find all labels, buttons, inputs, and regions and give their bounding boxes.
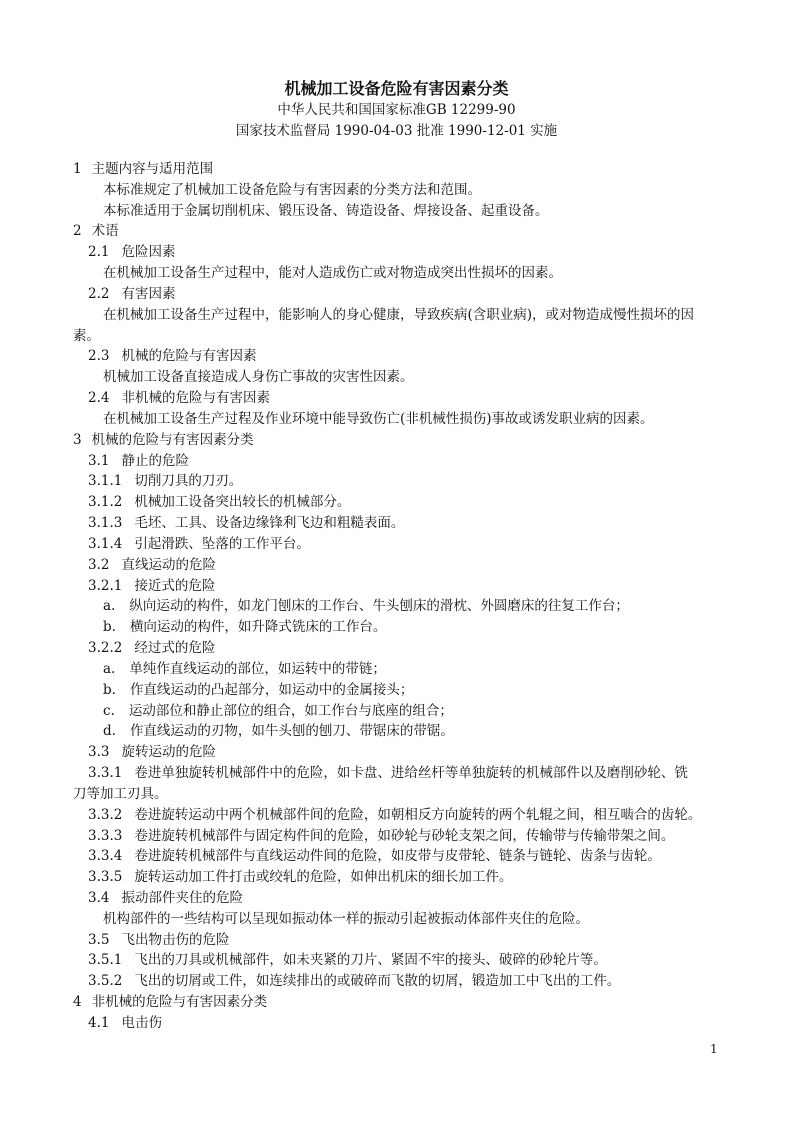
section-number: 3.1.1 — [88, 473, 123, 490]
section-number: 3.1 — [88, 452, 110, 469]
line-text: 引起滑跌、坠落的工作平台。 — [134, 535, 310, 552]
section-line — [0, 659, 793, 680]
line-text: 机构部件的一些结构可以呈现如振动体一样的振动引起被振动体部件夹住的危险。 — [103, 910, 589, 927]
section-line — [0, 680, 793, 701]
section-line — [0, 701, 793, 722]
section-line — [0, 555, 793, 576]
line-text: 本标准规定了机械加工设备危险与有害因素的分类方法和范围。 — [103, 181, 481, 198]
section-line — [0, 1013, 793, 1034]
line-text: 飞出的切屑或工件，如连续排出的或破碎而飞散的切屑，锻造加工中飞出的工件。 — [134, 973, 621, 990]
line-text: 电击伤 — [121, 1014, 162, 1031]
line-text: 卷进旋转运动中两个机械部件间的危险，如朝相反方向旋转的两个轧辊之间，相互啮合的齿轮。 — [134, 806, 702, 823]
text-line — [0, 263, 793, 284]
section-number: 3.3 — [88, 744, 110, 761]
section-number: 3.4 — [88, 889, 110, 906]
document-body — [0, 159, 793, 1034]
line-text: 在机械加工设备生产过程中，能影响人的身心健康，导致疾病(含职业病)，或对物造成慢性损坏的因 — [103, 306, 695, 323]
line-text: 术语 — [91, 223, 119, 240]
section-number: 3.3.2 — [88, 806, 123, 823]
line-text: 主题内容与适用范围 — [91, 161, 214, 177]
section-line — [0, 805, 793, 826]
section-line — [0, 242, 793, 263]
section-line — [0, 596, 793, 617]
section-number: 4.1 — [88, 1014, 110, 1031]
text-line — [0, 201, 793, 222]
section-line — [0, 430, 793, 451]
line-text: 作直线运动的凸起部分，如运动中的金属接头； — [129, 681, 414, 698]
line-text: 机械加工设备突出较长的机械部分。 — [134, 494, 351, 511]
line-text: 飞出的刀具或机械部件，如未夹紧的刀片、紧固不牢的接头、破碎的砂轮片等。 — [134, 952, 607, 969]
section-line — [0, 388, 793, 409]
section-number: 3.1.3 — [88, 515, 123, 532]
section-number: 2.1 — [88, 244, 110, 261]
text-line — [0, 367, 793, 388]
section-number: c. — [103, 702, 115, 719]
line-text: 素。 — [73, 327, 100, 344]
section-number: 3.3.1 — [88, 765, 123, 782]
section-line — [0, 888, 793, 909]
section-number: 4 — [73, 994, 82, 1011]
text-line — [0, 409, 793, 430]
section-number: 3.5 — [88, 931, 110, 948]
section-number: 3.3.5 — [88, 869, 123, 886]
line-text: 直线运动的危险 — [121, 556, 216, 573]
line-text: 卷进旋转机械部件与直线运动件间的危险，如皮带与皮带轮、链条与链轮、齿条与齿轮。 — [134, 848, 661, 865]
line-text: 作直线运动的刃物，如牛头刨的刨刀、带锯床的带锯。 — [129, 723, 454, 740]
line-text: 在机械加工设备生产过程及作业环境中能导致伤亡(非机械性损伤)事故或诱发职业病的因素。 — [103, 410, 654, 427]
section-line — [0, 284, 793, 305]
section-line — [0, 617, 793, 638]
line-text: 非机械的危险与有害因素 — [121, 390, 270, 407]
text-line — [0, 326, 793, 347]
line-text: 卷进单独旋转机械部件中的危险，如卡盘、进给丝杆等单独旋转的机械部件以及磨削砂轮、铣 — [134, 765, 688, 782]
line-text: 非机械的危险与有害因素分类 — [91, 994, 268, 1011]
section-number: 2.2 — [88, 285, 110, 302]
section-line — [0, 159, 793, 180]
section-line — [0, 971, 793, 992]
line-text: 机械的危险与有害因素 — [121, 348, 257, 365]
section-line — [0, 451, 793, 472]
section-number: a. — [103, 598, 116, 615]
section-line — [0, 346, 793, 367]
section-line — [0, 513, 793, 534]
section-number: 3.5.2 — [88, 973, 123, 990]
line-text: 飞出物击伤的危险 — [121, 931, 230, 948]
section-number: 3.2.2 — [88, 640, 123, 657]
line-text: 旋转运动的危险 — [121, 744, 216, 761]
approval-info: 国家技术监督局 1990-04-03 批准 1990-12-01 实施 — [235, 123, 558, 139]
section-line — [0, 826, 793, 847]
line-text: 危险因素 — [121, 244, 176, 261]
section-line — [0, 721, 793, 742]
line-text: 在机械加工设备生产过程中，能对人造成伤亡或对物造成突出性损坏的因素。 — [103, 265, 562, 282]
section-line — [0, 950, 793, 971]
line-text: 静止的危险 — [121, 452, 189, 469]
section-number: 3.3.4 — [88, 848, 123, 865]
section-line — [0, 221, 793, 242]
line-text: 机械加工设备直接造成人身伤亡事故的灾害性因素。 — [103, 369, 414, 386]
section-line — [0, 992, 793, 1013]
line-text: 纵向运动的构件，如龙门刨床的工作台、牛头刨床的滑枕、外圆磨床的往复工作台； — [129, 598, 629, 615]
section-number: 3.1.4 — [88, 535, 123, 552]
section-number: 2.4 — [88, 390, 110, 407]
section-line — [0, 638, 793, 659]
document-title: 机械加工设备危险有害因素分类 — [284, 79, 509, 98]
section-number: 3.1.2 — [88, 494, 123, 511]
line-text: 单纯作直线运动的部位，如运转中的带链； — [129, 660, 386, 677]
line-text: 振动部件夹住的危险 — [121, 889, 243, 906]
section-line — [0, 492, 793, 513]
line-text: 经过式的危险 — [134, 640, 216, 657]
section-number: 2.3 — [88, 348, 110, 365]
section-line — [0, 763, 793, 784]
section-number: 2 — [73, 223, 82, 240]
text-line — [0, 909, 793, 930]
section-line — [0, 471, 793, 492]
section-number: 1 — [73, 161, 82, 177]
section-number: 3 — [73, 431, 82, 448]
line-text: 运动部位和静止部位的组合，如工作台与底座的组合； — [128, 702, 453, 719]
text-line — [0, 305, 793, 326]
line-text: 机械的危险与有害因素分类 — [91, 431, 254, 448]
section-number: 3.2.1 — [88, 577, 123, 594]
line-text: 切削刀具的刀刃。 — [134, 473, 243, 490]
section-line — [0, 534, 793, 555]
section-line — [0, 930, 793, 951]
line-text: 毛坯、工具、设备边缘锋利飞边和粗糙表面。 — [134, 515, 405, 532]
section-number: d. — [103, 723, 116, 740]
line-text: 本标准适用于金属切削机床、锻压设备、铸造设备、焊接设备、起重设备。 — [103, 202, 549, 219]
section-number: 3.2 — [88, 556, 110, 573]
text-line — [0, 180, 793, 201]
standard-number: 中华人民共和国国家标准GB 12299-90 — [277, 102, 516, 118]
section-number: 3.5.1 — [88, 952, 123, 969]
line-text: 横向运动的构件，如升降式铣床的工作台。 — [129, 619, 387, 636]
line-text: 刀等加工刃具。 — [73, 785, 168, 802]
section-line — [0, 576, 793, 597]
line-text: 旋转运动加工件打击或绞轧的危险，如伸出机床的细长加工件。 — [134, 869, 513, 886]
text-line — [0, 784, 793, 805]
line-text: 有害因素 — [121, 285, 176, 302]
page-number: 1 — [710, 1042, 718, 1056]
line-text: 接近式的危险 — [134, 577, 216, 594]
section-line — [0, 742, 793, 763]
section-number: a. — [103, 660, 116, 677]
section-number: 3.3.3 — [88, 827, 123, 844]
section-line — [0, 867, 793, 888]
section-line — [0, 846, 793, 867]
section-number: b. — [103, 681, 116, 698]
section-number: b. — [103, 619, 116, 636]
line-text: 卷进旋转机械部件与固定构件间的危险，如砂轮与砂轮支架之间，传输带与传输带架之间。 — [134, 827, 675, 844]
